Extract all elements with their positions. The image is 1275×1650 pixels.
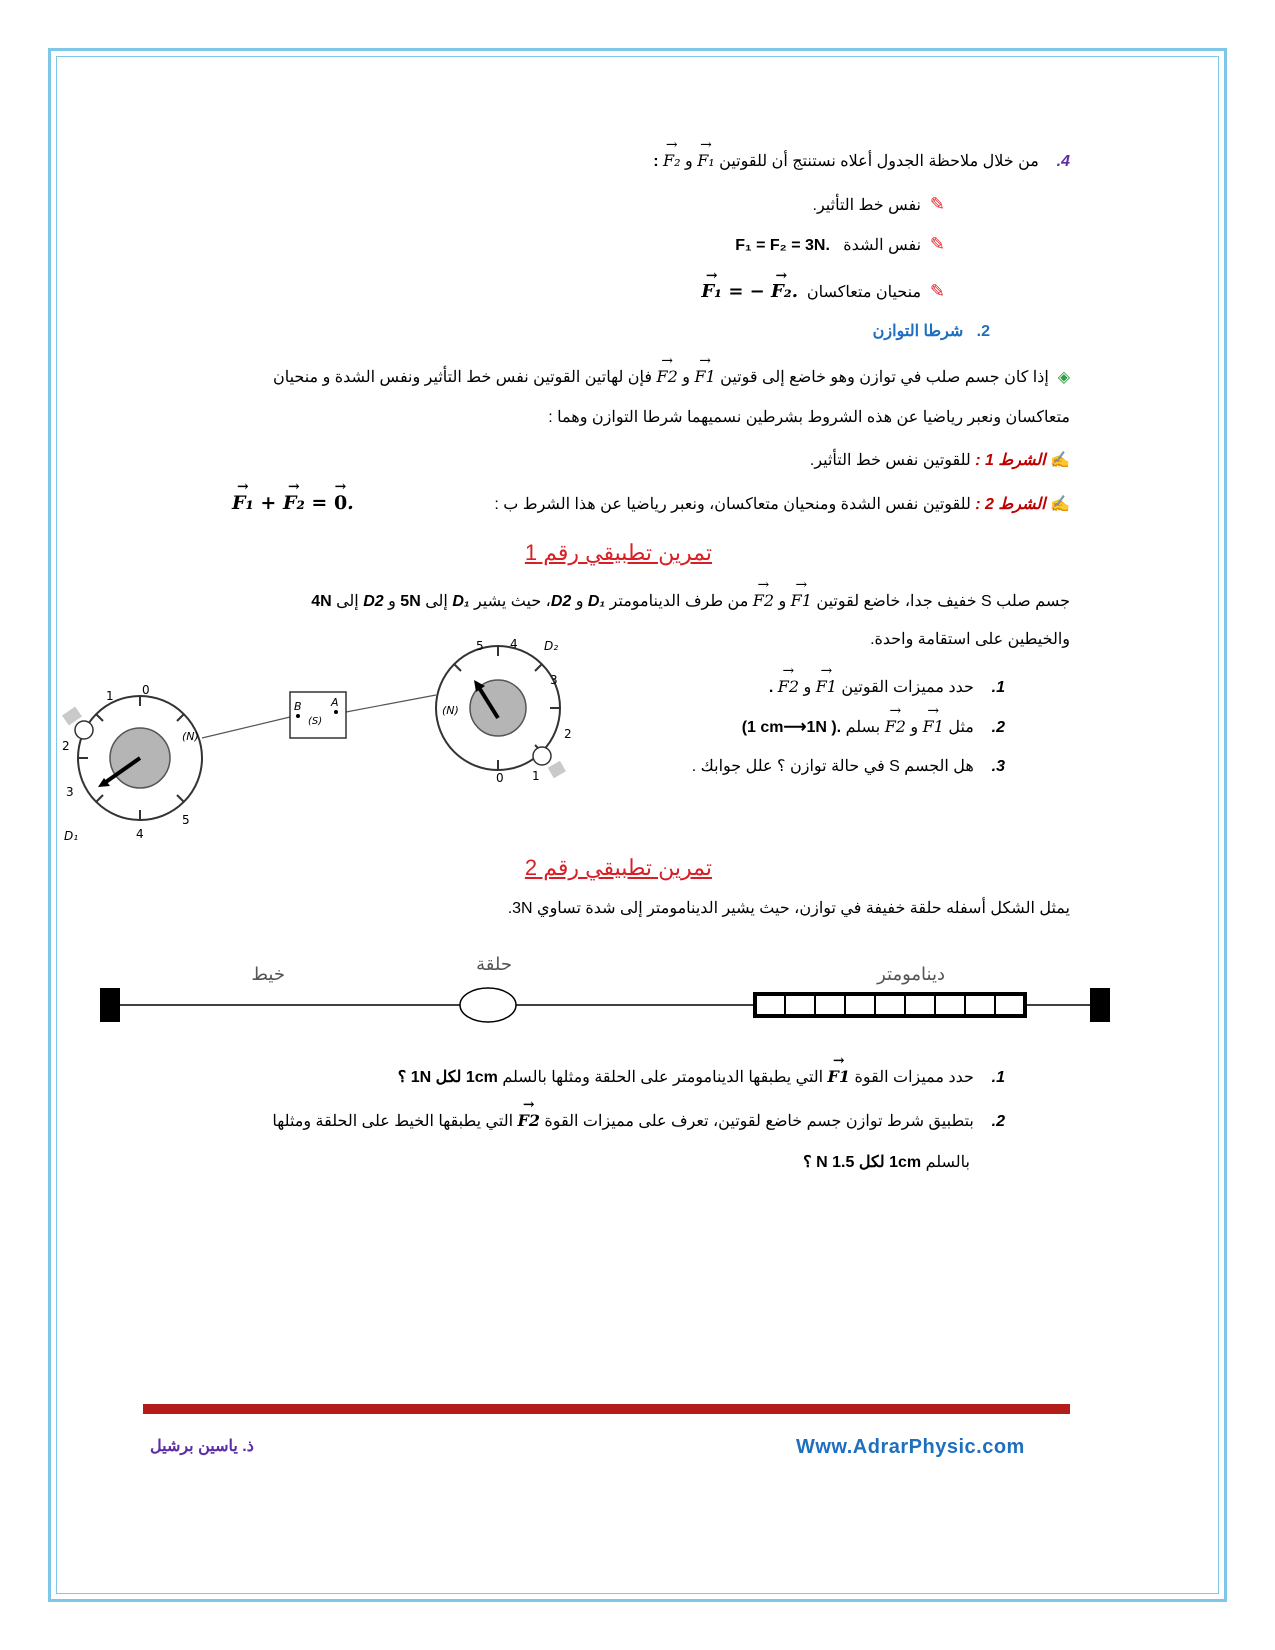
condition-1 <box>810 450 1070 472</box>
d2-label: D₂ <box>544 639 559 653</box>
right-wall <box>1090 988 1110 1022</box>
ex1-to: إلى <box>425 593 448 610</box>
dynamometer-body <box>755 994 1025 1016</box>
ex1-to-2: إلى <box>336 593 359 610</box>
diamond-bullet-icon: ◈ <box>1057 369 1070 386</box>
pen-icon: ✍ <box>1050 496 1070 513</box>
cond2-f2: F₂ → <box>283 492 305 514</box>
section2-title: شرطا التوازن <box>872 323 964 340</box>
ex2-q2-f2: F2 → <box>517 1110 540 1132</box>
ex1-d2: D2 <box>550 593 572 610</box>
para-f2: F2 → <box>657 366 678 388</box>
cond2-end: . <box>347 492 354 514</box>
ex1-d2-b: D2 <box>363 593 384 610</box>
d2-tick-2: 2 <box>564 727 572 741</box>
ex1-q1-f1: F1 → <box>816 676 837 698</box>
ex1-f2: F2 → <box>753 590 774 612</box>
para-and: و <box>682 369 690 386</box>
q4-item-3-text: منحيان متعاكسان <box>806 284 922 301</box>
thread-left <box>202 717 290 738</box>
q4-colon: : <box>653 153 659 170</box>
ex1-intro-line-2 <box>870 629 1070 651</box>
ex1-q2-text-b: بسلم <box>845 719 881 736</box>
q4-item-2 <box>735 233 945 257</box>
q4-line <box>653 150 1070 173</box>
d2-tick-1: 1 <box>532 769 540 783</box>
d1-tick-2: 2 <box>62 739 70 753</box>
d2-tick-3: 3 <box>550 673 558 687</box>
d1-tick-5: 5 <box>182 813 190 827</box>
ex2-q2-line-2 <box>803 1152 970 1174</box>
ex1-f1: F1 → <box>791 590 812 612</box>
condition-1-label: الشرط 1 : <box>975 452 1046 469</box>
q4-f2: F₂ → <box>663 150 681 172</box>
d2-tick-0: 0 <box>496 771 504 785</box>
footer-bar <box>143 1404 1070 1414</box>
d1-tick-3: 3 <box>66 785 74 799</box>
exercise-2-title: تمرين تطبيقي رقم 2 <box>524 855 712 880</box>
pen-bullet-icon: ✎ <box>929 234 945 254</box>
ex1-q1-text: حدد مميزات القوتين <box>841 679 974 696</box>
left-wall <box>100 988 120 1022</box>
ring-label: حلقة <box>476 954 512 975</box>
ring <box>460 988 516 1022</box>
ex2-q1 <box>398 1066 1005 1089</box>
ex2-q1-f1: F1 → <box>828 1066 851 1088</box>
cond2-zero: 0 → <box>334 492 347 514</box>
pen-bullet-icon: ✎ <box>929 281 945 301</box>
q4-f1: F₁ → <box>697 150 715 172</box>
footer-author: ذ. ياسين برشيل <box>150 1438 254 1455</box>
ex1-v4: 4N <box>311 593 332 610</box>
condition-1-text: للقوتين نفس خط التأثير. <box>809 452 971 469</box>
ex2-q2-scale: 1cm لكل 1.5 N ؟ <box>803 1154 922 1171</box>
ex1-q3 <box>692 756 1005 778</box>
ex2-q2 <box>272 1110 1005 1133</box>
ex1-q2-f2: F2 → <box>885 716 906 738</box>
ex1-intro-c: ، حيث يشير <box>473 593 551 610</box>
condition-2-label: الشرط 2 : <box>975 496 1046 513</box>
point-a: A <box>331 696 339 709</box>
dynamometer-d2 <box>436 637 572 785</box>
ex1-intro-line-1 <box>311 590 1070 613</box>
condition-2-text: للقوتين نفس الشدة ومنحيان متعاكسان، ونعبر رياضيا عن هذا الشرط ب : <box>494 496 971 513</box>
ex1-q2-scale: (1 cm⟶1N ). <box>741 719 842 736</box>
ex1-q2-text-a: مثل <box>948 719 974 736</box>
ex2-intro-text: يمثل الشكل أسفله حلقة خفيفة في توازن، حيث يشير الدينامومتر إلى شدة تساوي 3N. <box>507 900 1070 917</box>
ex1-q3-number: 3. <box>991 758 1005 775</box>
ex2-figure <box>100 950 1110 1040</box>
point-b: B <box>294 700 302 713</box>
ex1-figure <box>58 637 603 848</box>
ex2-q2-number: 2. <box>991 1113 1005 1130</box>
d1-n-label: (N) <box>182 730 199 743</box>
ex2-q2-text-b: التي يطبقها الخيط على الحلقة ومثلها <box>272 1113 514 1130</box>
condition-2 <box>494 494 1070 516</box>
q4-item-2-text: نفس الشدة <box>843 237 922 254</box>
q4-item-3-eq: = − <box>722 281 772 302</box>
d1-tick-4: 4 <box>136 827 144 841</box>
d1-tick-0: 0 <box>142 683 150 697</box>
q4-item-3-end: . <box>791 281 798 302</box>
q4-item-1-text: نفس خط التأثير. <box>812 197 922 214</box>
ex2-q1-scale: 1cm لكل 1N ؟ <box>397 1069 498 1086</box>
thread-label: خيط <box>251 964 285 985</box>
para-line-2-text: متعاكسان ونعبر رياضيا عن هذه الشروط بشرطين نسميهما شرطا التوازن وهما : <box>548 409 1070 426</box>
q4-item-2-formula: F₁ = F₂ = 3N. <box>735 237 830 254</box>
d1-label: D₁ <box>64 829 79 843</box>
ex1-d1-b: D₁ <box>452 593 470 610</box>
footer-url[interactable]: Www.AdrarPhysic.com <box>796 1436 1025 1458</box>
section2-heading <box>873 321 990 343</box>
q4-item-3-fb: F₂ → <box>771 281 792 303</box>
section2-number: 2. <box>976 323 990 340</box>
para-text-a: إذا كان جسم صلب في توازن وهو خاضع إلى قوتين <box>720 369 1049 386</box>
cond2-eq: = <box>304 492 334 514</box>
ex1-and-3: و <box>388 593 396 610</box>
cond2-plus: + <box>253 492 283 514</box>
ex1-q1-number: 1. <box>991 679 1005 696</box>
dynamometer-label: دينامومتر <box>877 964 945 985</box>
para-text-b: فإن لهاتين القوتين نفس خط التأثير ونفس الشدة و منحيان <box>272 369 653 386</box>
ex1-intro-a: جسم صلب S خفيف جدا، خاضع لقوتين <box>816 593 1070 610</box>
d2-tick-5: 5 <box>476 639 484 653</box>
para-line-1 <box>273 366 1070 389</box>
ex1-intro-b: من طرف الدينامومتر <box>609 593 749 610</box>
pen-icon: ✍ <box>1050 452 1070 469</box>
q4-and: و <box>685 153 693 170</box>
ex2-q1-number: 1. <box>991 1069 1005 1086</box>
ex1-q2 <box>742 716 1005 739</box>
ex1-q1-and: و <box>803 679 812 696</box>
d2-n-label: (N) <box>442 704 459 717</box>
q4-item-3 <box>701 280 945 304</box>
d1-tick-1: 1 <box>106 689 114 703</box>
condition-2-formula <box>232 492 354 514</box>
thread-right <box>346 695 436 712</box>
ex1-q1-f2: F2 → <box>778 676 799 698</box>
ex1-and-2: و <box>575 593 584 610</box>
d2-tick-4: 4 <box>510 637 518 651</box>
q4-item-3-formula <box>701 281 798 302</box>
dynamometer-d1 <box>62 683 202 843</box>
exercise-1-title: تمرين تطبيقي رقم 1 <box>524 540 712 565</box>
ex2-q2-text-c: بالسلم <box>925 1154 970 1171</box>
ex2-q2-text-a: بتطبيق شرط توازن جسم خاضع لقوتين، تعرف على مميزات القوة <box>544 1113 974 1130</box>
ex1-q3-text: هل الجسم S في حالة توازن ؟ علل جوابك . <box>691 758 974 775</box>
ex2-q1-text-b: التي يطبقها الدينامومتر على الحلقة ومثلها بالسلم <box>502 1069 824 1086</box>
para-f1: F1 → <box>694 366 715 388</box>
body-s-label: (S) <box>308 716 323 727</box>
ex2-q1-text-a: حدد مميزات القوة <box>854 1069 974 1086</box>
cond2-f1: F₁ → <box>232 492 254 514</box>
ex1-intro-line-2-text: والخيطين على استقامة واحدة. <box>870 631 1070 648</box>
ex1-q1: 1. حدد مميزات القوتين F1 → و F2 → . <box>769 676 1005 699</box>
ex1-v5: 5N <box>400 593 421 610</box>
para-line-2 <box>548 407 1070 429</box>
q4-item-1 <box>813 193 945 217</box>
q4-number: 4. <box>1056 153 1070 170</box>
ex1-d1: D₁ <box>587 593 606 610</box>
q4-text: من خلال ملاحظة الجدول أعلاه نستنتج أن للقوتين <box>719 153 1039 170</box>
ex1-and: و <box>778 593 787 610</box>
q4-item-3-fa: F₁ → <box>701 281 722 303</box>
ex1-q2-and: و <box>910 719 919 736</box>
ex1-q2-f1: F1 → <box>923 716 944 738</box>
ex2-intro <box>508 898 1070 920</box>
ex1-q2-number: 2. <box>991 719 1005 736</box>
pen-bullet-icon: ✎ <box>929 194 945 214</box>
